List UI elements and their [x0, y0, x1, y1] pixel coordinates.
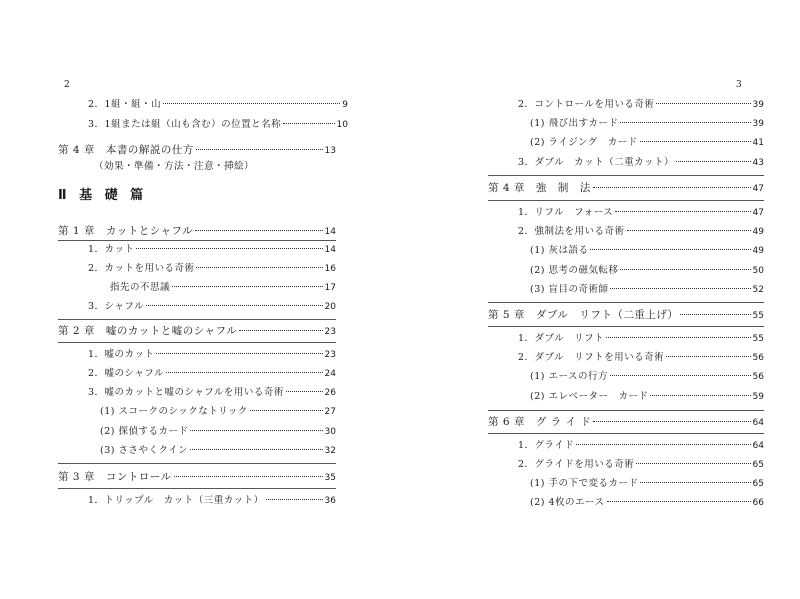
toc-entry — [88, 262, 336, 276]
toc-entry — [518, 351, 764, 365]
entry-title: 第 2 章 嘘のカットと嘘のシャフル — [58, 325, 238, 337]
page-ref: 23 — [324, 327, 336, 337]
dot-leader — [615, 210, 750, 212]
toc-entry — [518, 458, 764, 472]
page-ref: 56 — [752, 353, 764, 363]
dot-leader — [656, 102, 750, 104]
toc-entry — [100, 425, 336, 439]
dot-leader — [590, 248, 750, 250]
page-number: 2 — [64, 80, 70, 90]
entry-title: 3．ダブル カット（二重カット） — [518, 157, 674, 168]
page-ref: 14 — [324, 227, 336, 237]
dot-leader — [174, 475, 323, 477]
entry-title: 第 4 章 本書の解説の仕方 — [58, 144, 194, 156]
entry-title: 第 6 章 グ ラ イ ド — [488, 416, 592, 428]
dot-leader — [166, 371, 323, 373]
dot-leader — [636, 462, 750, 464]
page-number: 3 — [736, 80, 742, 90]
dot-leader — [593, 186, 751, 188]
toc-chapter — [58, 224, 336, 238]
entry-title: 1．嘘のカット — [88, 349, 155, 360]
entry-title: 第 5 章 ダブル リフト（二重上げ） — [488, 309, 679, 321]
entry-title: (1) 飛び出すカード — [530, 118, 619, 129]
dot-leader — [593, 420, 750, 422]
page-ref: 24 — [324, 369, 336, 379]
entry-title: (2) エレベーター カード — [530, 391, 649, 402]
page-ref: 41 — [752, 138, 764, 148]
dot-leader — [239, 329, 322, 331]
dot-leader — [266, 498, 323, 500]
toc-entry — [100, 444, 336, 458]
page-ref: 27 — [324, 407, 336, 417]
dot-leader — [196, 266, 322, 268]
entry-title: 2．グライドを用いる奇術 — [518, 459, 635, 470]
toc-entry — [530, 283, 764, 297]
entry-title: (1) スコークのシックなトリック — [100, 406, 248, 417]
page-ref: 20 — [324, 302, 336, 312]
entry-title: (2) 思考の磁気転移 — [530, 265, 619, 276]
divider-rule — [58, 240, 336, 241]
page-ref: 47 — [752, 184, 764, 194]
dot-leader — [286, 390, 323, 392]
page-ref: 26 — [324, 388, 336, 398]
entry-title: 1．リフル フォース — [518, 207, 614, 218]
dot-leader — [627, 229, 751, 231]
page-ref: 47 — [752, 208, 764, 218]
page-ref: 64 — [752, 418, 764, 428]
divider-rule — [58, 319, 336, 320]
toc-entry — [88, 243, 336, 257]
entry-title: (1) 手の下で変るカード — [530, 478, 639, 489]
dot-leader — [283, 122, 334, 124]
page-ref: 43 — [752, 158, 764, 168]
entry-title: 2．嘘のシャフル — [88, 368, 164, 379]
dot-leader — [156, 352, 322, 354]
toc-chapter — [58, 143, 336, 157]
toc-entry — [518, 156, 764, 170]
entry-title: (1) 灰は語る — [530, 245, 589, 256]
dot-leader — [606, 336, 750, 338]
right-page — [400, 0, 800, 599]
entry-title: 指先の不思議 — [110, 282, 171, 293]
dot-leader — [190, 429, 322, 431]
toc-entry — [530, 390, 764, 404]
divider-rule — [488, 175, 764, 176]
page-ref: 56 — [752, 372, 764, 382]
page-ref: 39 — [752, 119, 764, 129]
toc-entry — [518, 206, 764, 220]
toc-note — [94, 160, 294, 174]
entry-title: （効果・準備・方法・注意・挿絵） — [94, 161, 255, 172]
entry-title: (3) 盲目の奇術師 — [530, 284, 609, 295]
page-ref: 13 — [324, 146, 336, 156]
divider-rule — [58, 488, 336, 489]
dot-leader — [650, 394, 750, 396]
divider-rule — [58, 463, 336, 464]
entry-title: (2) ライジング カード — [530, 137, 638, 148]
page-ref: 64 — [752, 441, 764, 451]
toc-chapter — [58, 324, 336, 338]
page-ref: 55 — [752, 311, 764, 321]
entry-title: 第 4 章 強 制 法 — [488, 182, 591, 194]
toc-entry — [530, 244, 764, 258]
entry-title: 第 1 章 カットとシャフル — [58, 225, 194, 237]
dot-leader — [146, 304, 323, 306]
entry-title: 3．嘘のカットと嘘のシャフルを用いる奇術 — [88, 387, 284, 398]
entry-title: 1．ダブル リフト — [518, 333, 605, 344]
toc-entry — [530, 117, 764, 131]
page-ref: 55 — [752, 334, 764, 344]
toc-entry — [88, 98, 348, 112]
entry-title: 1．カット — [88, 244, 135, 255]
toc-entry — [88, 386, 336, 400]
page-ref: 9 — [342, 100, 348, 110]
dot-leader — [190, 448, 323, 450]
toc-chapter — [488, 308, 764, 322]
dot-leader — [196, 148, 323, 150]
page-ref: 10 — [336, 120, 348, 130]
entry-title: (2) 4枚のエース — [530, 497, 605, 508]
dot-leader — [172, 285, 323, 287]
toc-entry — [530, 370, 764, 384]
page-ref: 52 — [752, 285, 764, 295]
toc-entry — [100, 405, 336, 419]
toc-entry — [110, 281, 336, 295]
dot-leader — [610, 374, 751, 376]
toc-entry — [518, 225, 764, 239]
page-ref: 36 — [324, 496, 336, 506]
divider-rule — [58, 342, 336, 343]
page-ref: 39 — [752, 100, 764, 110]
page-ref: 32 — [324, 446, 336, 456]
dot-leader — [640, 140, 751, 142]
dot-leader — [250, 409, 323, 411]
page-ref: 16 — [324, 264, 336, 274]
entry-title: 2．ダブル リフトを用いる奇術 — [518, 352, 665, 363]
entry-title: 2．1組・組・山 — [88, 99, 162, 110]
dot-leader — [640, 481, 750, 483]
entry-title: 2．カットを用いる奇術 — [88, 263, 195, 274]
dot-leader — [680, 313, 750, 315]
toc-entry — [530, 136, 764, 150]
toc-entry — [88, 118, 348, 132]
toc-chapter — [488, 181, 764, 195]
toc-entry — [518, 439, 764, 453]
divider-rule — [488, 410, 764, 411]
page-ref: 17 — [324, 283, 336, 293]
entry-title: 3．シャフル — [88, 301, 144, 312]
page-ref: 66 — [752, 498, 764, 508]
dot-leader — [610, 287, 750, 289]
dot-leader — [666, 355, 750, 357]
entry-title: 2．コントロールを用いる奇術 — [518, 99, 655, 110]
dot-leader — [620, 121, 750, 123]
section-heading: Ⅱ 基 礎 篇 — [58, 188, 148, 203]
toc-entry — [518, 98, 764, 112]
toc-entry — [530, 496, 764, 510]
page-ref: 59 — [752, 392, 764, 402]
page-ref: 35 — [324, 473, 336, 483]
page-ref: 30 — [324, 427, 336, 437]
entry-title: (1) エースの行方 — [530, 371, 609, 382]
entry-title: 1．グライド — [518, 440, 575, 451]
dot-leader — [163, 102, 340, 104]
page-ref: 50 — [752, 266, 764, 276]
dot-leader — [607, 500, 751, 502]
entry-title: 第 3 章 コントロール — [58, 471, 172, 483]
divider-rule — [488, 200, 764, 201]
toc-entry — [530, 477, 764, 491]
toc-entry — [530, 264, 764, 278]
toc-entry — [518, 332, 764, 346]
divider-rule — [488, 302, 764, 303]
entry-title: (3) ささやくクイン — [100, 445, 189, 456]
page-ref: 65 — [752, 460, 764, 470]
page-ref: 49 — [752, 246, 764, 256]
dot-leader — [620, 268, 750, 270]
dot-leader — [195, 229, 322, 231]
toc-chapter — [58, 470, 336, 484]
dot-leader — [576, 443, 750, 445]
toc-entry — [88, 348, 336, 362]
entry-title: (2) 探偵するカード — [100, 426, 189, 437]
toc-entry — [88, 367, 336, 381]
dot-leader — [676, 160, 751, 162]
page-ref: 49 — [752, 227, 764, 237]
page-ref: 14 — [324, 245, 336, 255]
toc-entry — [88, 494, 336, 508]
divider-rule — [488, 433, 764, 434]
page-ref: 23 — [324, 350, 336, 360]
entry-title: 1．トリップル カット（三重カット） — [88, 495, 264, 506]
page-ref: 65 — [752, 479, 764, 489]
divider-rule — [488, 326, 764, 327]
toc-chapter — [488, 415, 764, 429]
dot-leader — [136, 247, 322, 249]
entry-title: 2．強制法を用いる奇術 — [518, 226, 625, 237]
entry-title: 3．1組または組（山も含む）の位置と名称 — [88, 119, 282, 130]
toc-entry — [88, 300, 336, 314]
